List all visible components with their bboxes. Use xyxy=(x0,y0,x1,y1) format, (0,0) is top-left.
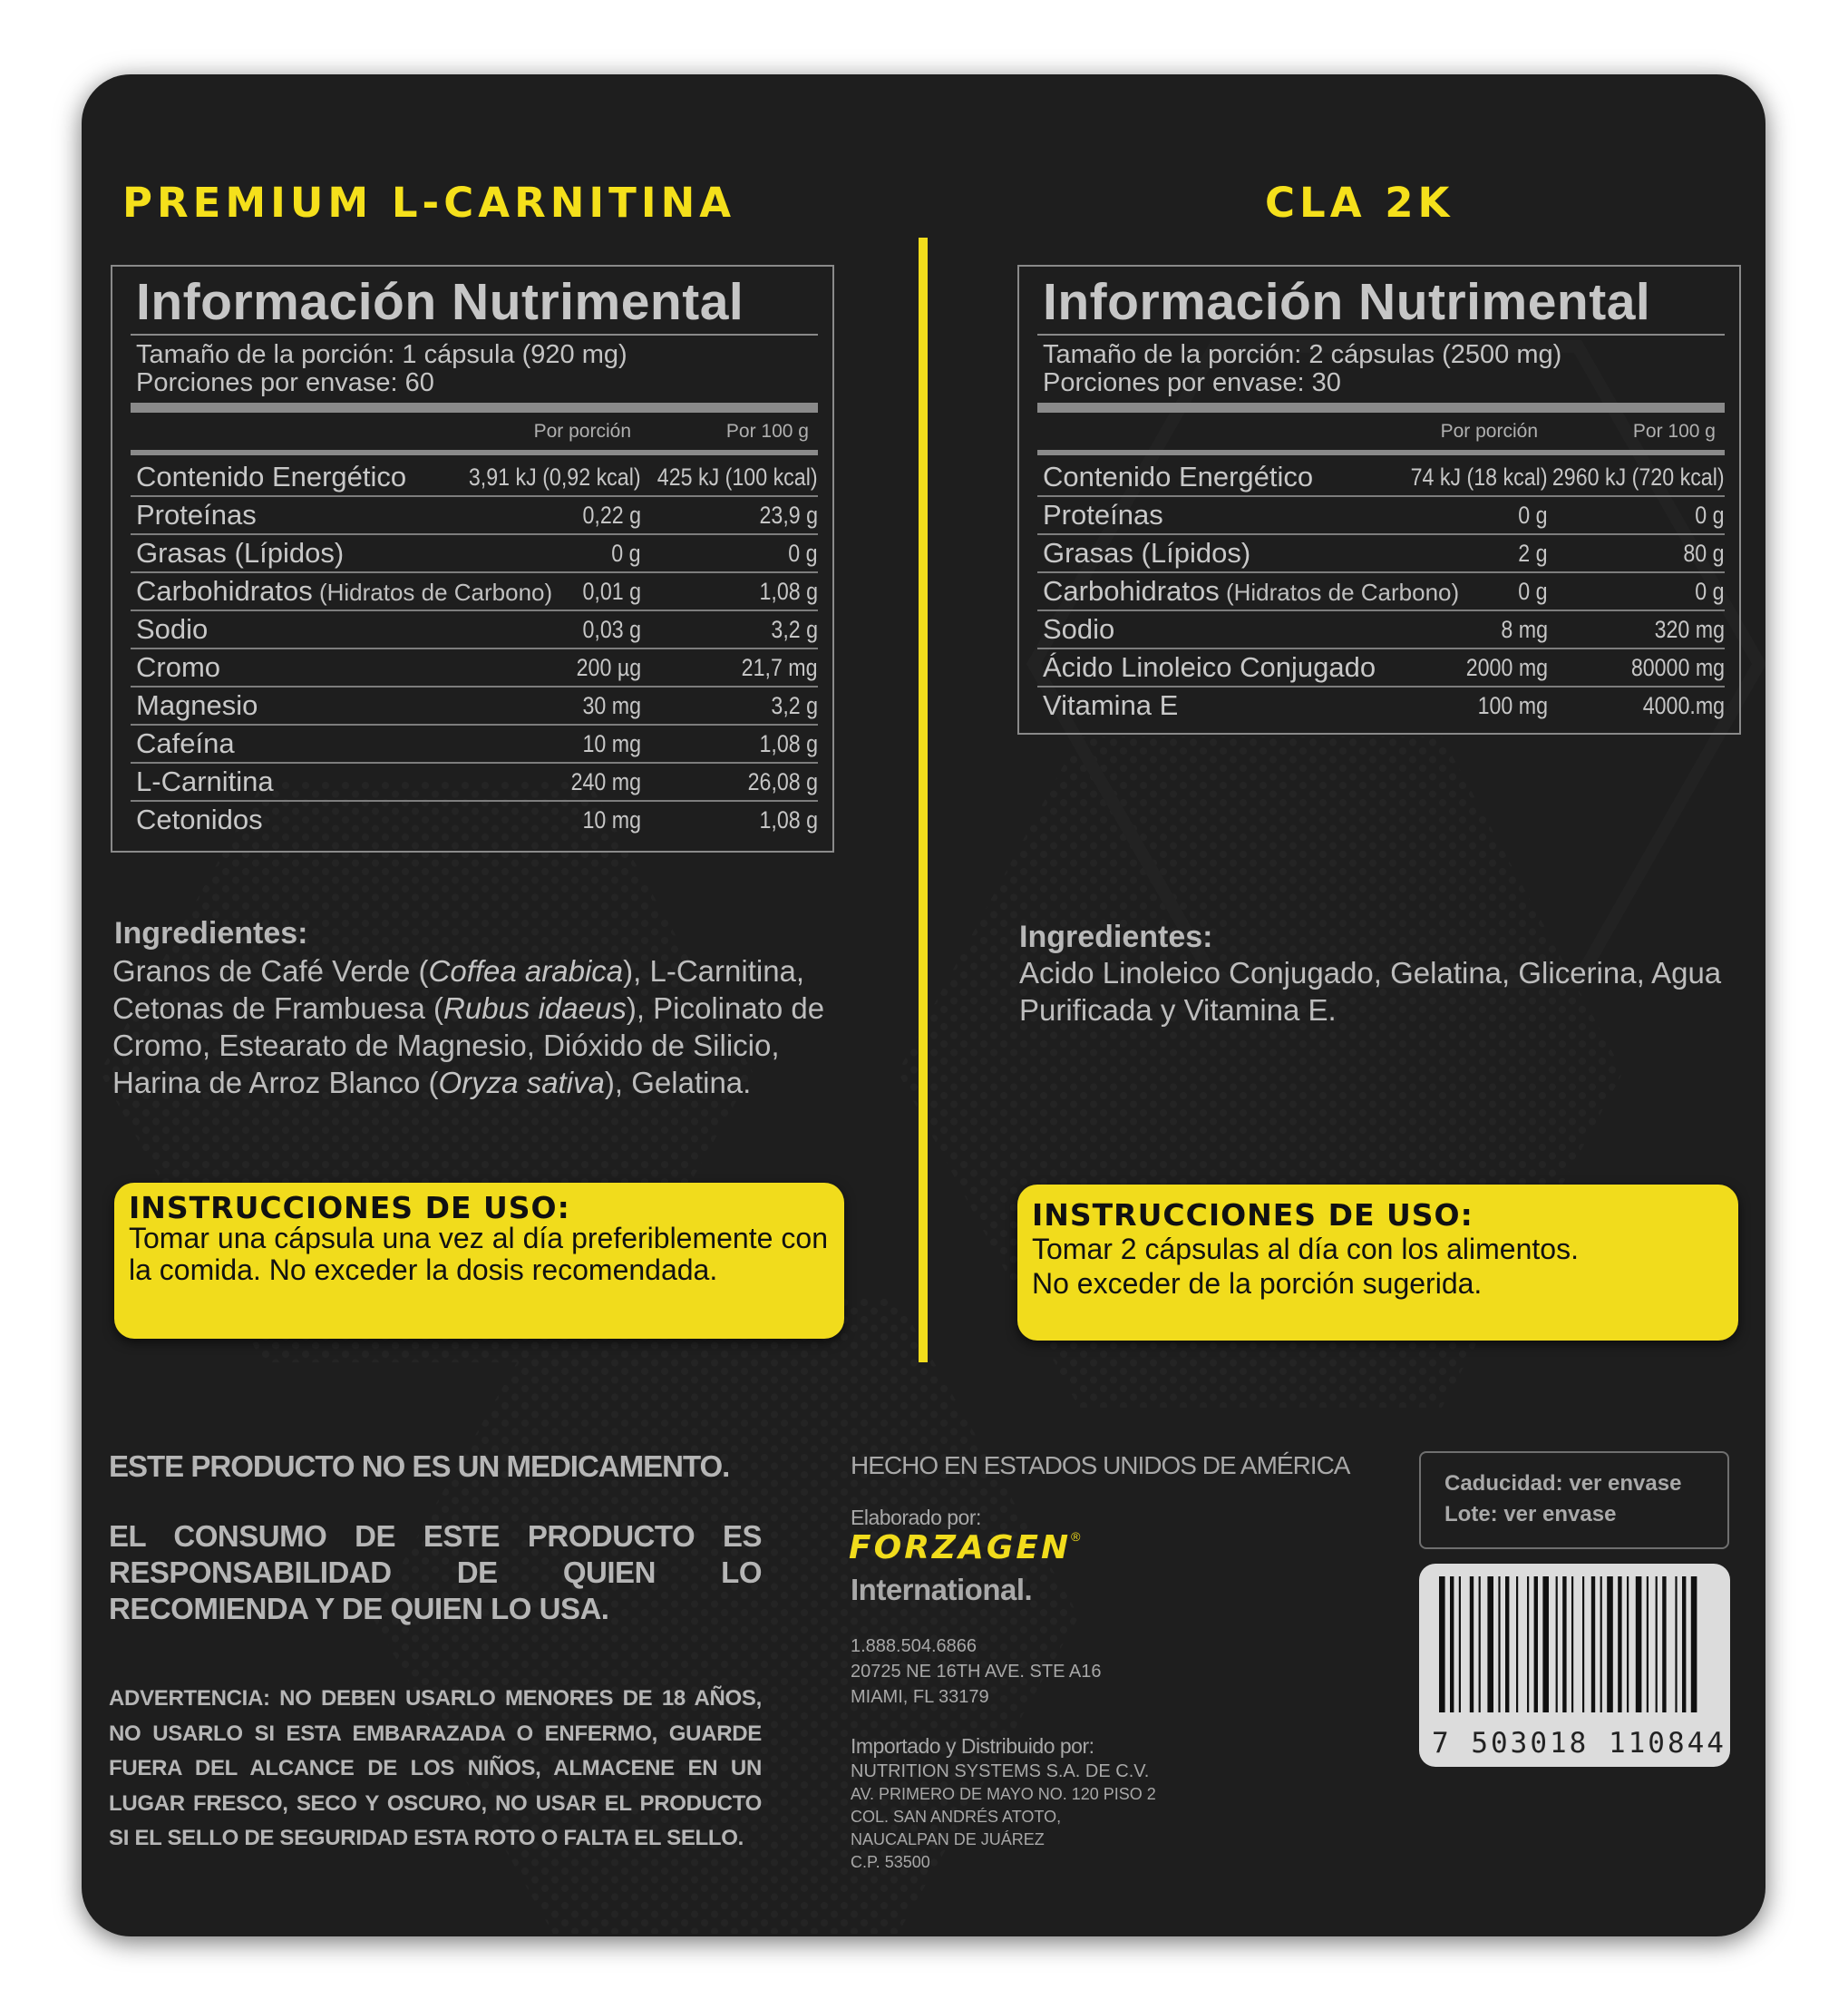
nutrient-row xyxy=(131,686,818,726)
ingredient-text: ), Picolinato de Cromo, Estearato de Magnesio, Dióxido de Silicio, Harina de Arroz Blanco ( xyxy=(112,991,825,1099)
nutrient-note: (Hidratos de Carbono) xyxy=(312,579,553,606)
barcode-bar xyxy=(1516,1576,1518,1712)
barcode-bar xyxy=(1607,1576,1613,1712)
instructions-text-1: Tomar 2 cápsulas al día con los alimentos. xyxy=(1032,1233,1579,1265)
nutrient-name: Ácido Linoleico Conjugado xyxy=(1043,651,1376,683)
barcode-bar xyxy=(1591,1576,1595,1712)
value-per-serving: 200 µg xyxy=(576,654,641,681)
value-per-serving: 2 g xyxy=(1518,540,1548,567)
nutrient-row xyxy=(131,571,818,611)
warning-text: ADVERTENCIA: NO DEBEN USARLO MENORES DE 18 AÑOS, NO USARLO SI ESTA EMBARAZADA O ENFERMO, GUARDE FUERA DEL ALCANCE DE LOS NIÑOS, ALMACENE EN UN LUGAR FRESCO, SECO Y OSCURO, NO USAR EL PRODUCTO SI EL SELLO DE SEGURIDAD ESTA ROTO O FALTA EL SELLO. xyxy=(109,1686,762,1850)
nutrient-row xyxy=(1037,686,1725,724)
value-per-serving: 30 mg xyxy=(582,692,641,719)
instructions-title: INSTRUCCIONES DE USO: xyxy=(1032,1197,1474,1233)
nutrient-name: Grasas (Lípidos) xyxy=(1043,537,1251,569)
left-instructions-box xyxy=(114,1183,844,1339)
right-ingredients-text xyxy=(1019,954,1745,1029)
rule xyxy=(1037,450,1725,455)
value-per-serving: 0 g xyxy=(611,540,641,567)
nutrient-row xyxy=(1037,533,1725,573)
barcode-bar xyxy=(1582,1576,1584,1712)
nutrient-name: Contenido Energético xyxy=(1043,461,1314,492)
left-ingredients-title: Ingredientes: xyxy=(114,916,308,951)
barcode-bar xyxy=(1498,1576,1500,1712)
barcode-bar xyxy=(1691,1576,1697,1712)
barcode-bar xyxy=(1675,1576,1677,1712)
value-per-100g: 320 mg xyxy=(1654,616,1725,643)
col-per-serving: Por porción xyxy=(533,421,631,442)
value-per-100g: 0 g xyxy=(788,540,818,567)
nutrient-row xyxy=(131,610,818,649)
importer-line-2: AV. PRIMERO DE MAYO NO. 120 PISO 2 xyxy=(851,1785,1156,1803)
value-per-100g: 4000.mg xyxy=(1642,692,1725,719)
barcode-bar xyxy=(1487,1576,1493,1712)
nutrient-name: Cromo xyxy=(136,651,221,683)
barcode-bar xyxy=(1562,1576,1566,1712)
barcode xyxy=(1419,1564,1730,1767)
brand-sub: International. xyxy=(851,1573,1033,1606)
expiry-text: Caducidad: ver envase xyxy=(1444,1471,1682,1496)
scientific-name: Rubus idaeus xyxy=(443,991,627,1025)
value-per-serving: 0 g xyxy=(1518,578,1548,605)
col-per-100g: Por 100 g xyxy=(725,421,809,442)
value-per-100g: 425 kJ (100 kcal) xyxy=(657,463,818,491)
ingredient-text: Acido Linoleico Conjugado, Gelatina, Glicerina, Agua Purificada y Vitamina E. xyxy=(1019,956,1722,1027)
barcode-bar xyxy=(1479,1576,1481,1712)
left-nutrition-facts xyxy=(111,265,834,853)
importer-line-1: NUTRITION SYSTEMS S.A. DE C.V. xyxy=(851,1761,1150,1781)
brand-name: FORZAGEN xyxy=(849,1529,1072,1566)
nutrient-row xyxy=(131,724,818,764)
nutrient-name: Proteínas xyxy=(136,499,257,531)
center-divider xyxy=(919,238,928,1362)
value-per-100g: 2960 kJ (720 kcal) xyxy=(1552,463,1725,491)
rule xyxy=(131,450,818,455)
barcode-bar xyxy=(1534,1576,1538,1712)
ingredient-text: ), L-Carnitina, Cetonas de Frambuesa ( xyxy=(112,954,805,1025)
lot-text: Lote: ver envase xyxy=(1444,1502,1617,1526)
serving-size: Tamaño de la porción: 1 cápsula (920 mg) xyxy=(136,340,627,369)
value-per-100g: 80 g xyxy=(1683,540,1725,567)
barcode-bar xyxy=(1571,1576,1573,1712)
nutrient-row xyxy=(131,762,818,802)
value-per-serving: 0,22 g xyxy=(582,502,641,529)
servings-per-container: Porciones por envase: 30 xyxy=(1043,368,1341,397)
nutrient-name: Carbohidratos (Hidratos de Carbono) xyxy=(136,575,553,607)
nutrient-note: (Hidratos de Carbono) xyxy=(1219,579,1460,606)
value-per-serving: 2000 mg xyxy=(1465,654,1548,681)
value-per-100g: 21,7 mg xyxy=(742,654,818,681)
col-per-serving: Por porción xyxy=(1440,421,1538,442)
right-instructions-box xyxy=(1017,1185,1738,1341)
barcode-bar xyxy=(1459,1576,1461,1712)
nutrient-row xyxy=(131,495,818,535)
left-ingredients-text xyxy=(112,952,847,1101)
serving-size: Tamaño de la porción: 2 cápsulas (2500 mg) xyxy=(1043,340,1562,369)
value-per-100g: 0 g xyxy=(1695,502,1725,529)
right-ingredients-title: Ingredientes: xyxy=(1019,920,1213,954)
value-per-serving: 240 mg xyxy=(570,768,641,795)
nutrient-name: L-Carnitina xyxy=(136,766,274,797)
right-nutrition-facts xyxy=(1017,265,1741,735)
nutrient-name: Sodio xyxy=(136,613,209,645)
importer-line-5: C.P. 53500 xyxy=(851,1853,930,1871)
nutrient-name: Carbohidratos (Hidratos de Carbono) xyxy=(1043,575,1460,607)
nutrient-row xyxy=(131,457,818,497)
responsibility-text: EL CONSUMO DE ESTE PRODUCTO ES RESPONSABILIDAD DE QUIEN LO RECOMIENDA Y DE QUIEN LO USA. xyxy=(109,1519,762,1625)
nutrient-name: Contenido Energético xyxy=(136,461,407,492)
ingredient-text: ), Gelatina. xyxy=(604,1066,752,1099)
product-label xyxy=(82,74,1765,1936)
nutrient-row xyxy=(131,800,818,838)
value-per-serving: 8 mg xyxy=(1501,616,1548,643)
importer-line-4: NAUCALPAN DE JUÁREZ xyxy=(851,1830,1045,1848)
barcode-bar xyxy=(1647,1576,1649,1712)
rule xyxy=(131,334,818,336)
barcode-bar xyxy=(1662,1576,1666,1712)
expiry-lot-box xyxy=(1419,1451,1729,1549)
barcode-bar xyxy=(1556,1576,1558,1712)
nutrient-row xyxy=(1037,610,1725,649)
instructions-title: INSTRUCCIONES DE USO: xyxy=(129,1190,570,1225)
nutrient-row xyxy=(1037,571,1725,611)
value-per-100g: 0 g xyxy=(1695,578,1725,605)
right-product-title: CLA 2K xyxy=(1265,179,1454,227)
scientific-name: Coffea arabica xyxy=(428,954,624,988)
value-per-serving: 10 mg xyxy=(582,806,641,834)
not-medicine-text: ESTE PRODUCTO NO ES UN MEDICAMENTO. xyxy=(109,1449,730,1483)
value-per-100g: 3,2 g xyxy=(771,692,818,719)
registered-mark: ® xyxy=(1071,1529,1081,1544)
left-product-title: PREMIUM L-CARNITINA xyxy=(122,179,736,227)
instructions-text-2: No exceder de la porción sugerida. xyxy=(1032,1267,1483,1300)
barcode-bar xyxy=(1542,1576,1549,1712)
nutrient-row xyxy=(1037,457,1725,497)
barcode-number: 7 503018 110844 xyxy=(1432,1727,1726,1760)
forzagen-logo xyxy=(849,1529,1080,1566)
barcode-bar xyxy=(1682,1576,1686,1712)
barcode-bar xyxy=(1627,1576,1629,1712)
value-per-100g: 1,08 g xyxy=(759,578,818,605)
made-by-label: Elaborado por: xyxy=(851,1506,981,1529)
barcode-bar xyxy=(1527,1576,1529,1712)
barcode-bar xyxy=(1618,1576,1621,1712)
value-per-serving: 0 g xyxy=(1518,502,1548,529)
importer-label: Importado y Distribuido por: xyxy=(851,1734,1094,1758)
nutrient-name: Cafeína xyxy=(136,727,235,759)
address-line-1: 20725 NE 16TH AVE. STE A16 xyxy=(851,1662,1102,1682)
facts-title: Información Nutrimental xyxy=(136,273,744,331)
nutrient-name: Sodio xyxy=(1043,613,1115,645)
barcode-bar xyxy=(1470,1576,1474,1712)
thick-rule xyxy=(1037,403,1725,413)
scientific-name: Oryza sativa xyxy=(438,1066,605,1099)
nutrient-name: Grasas (Lípidos) xyxy=(136,537,345,569)
barcode-bar xyxy=(1600,1576,1602,1712)
thick-rule xyxy=(131,403,818,413)
value-per-100g: 1,08 g xyxy=(759,806,818,834)
ingredient-text: Granos de Café Verde ( xyxy=(112,954,429,988)
value-per-100g: 26,08 g xyxy=(747,768,818,795)
facts-title: Información Nutrimental xyxy=(1043,273,1651,331)
nutrient-name: Cetonidos xyxy=(136,804,263,835)
barcode-bars xyxy=(1435,1576,1717,1712)
barcode-bar xyxy=(1636,1576,1642,1712)
barcode-bar xyxy=(1656,1576,1658,1712)
nutrient-row xyxy=(131,648,818,688)
nutrient-row xyxy=(1037,495,1725,535)
barcode-bar xyxy=(1450,1576,1454,1712)
made-in-text: HECHO EN ESTADOS UNIDOS DE AMÉRICA xyxy=(851,1451,1350,1479)
barcode-bar xyxy=(1505,1576,1509,1712)
value-per-serving: 74 kJ (18 kcal) xyxy=(1411,463,1548,491)
value-per-100g: 23,9 g xyxy=(759,502,818,529)
nutrient-row xyxy=(1037,648,1725,688)
phone: 1.888.504.6866 xyxy=(851,1636,977,1656)
nutrient-name: Magnesio xyxy=(136,689,258,721)
value-per-serving: 0,01 g xyxy=(582,578,641,605)
servings-per-container: Porciones por envase: 60 xyxy=(136,368,434,397)
nutrient-row xyxy=(131,533,818,573)
value-per-serving: 10 mg xyxy=(582,730,641,757)
value-per-serving: 100 mg xyxy=(1477,692,1548,719)
nutrient-name: Proteínas xyxy=(1043,499,1163,531)
col-per-100g: Por 100 g xyxy=(1632,421,1716,442)
importer-line-3: COL. SAN ANDRÉS ATOTO, xyxy=(851,1808,1062,1826)
value-per-serving: 0,03 g xyxy=(582,616,641,643)
value-per-100g: 1,08 g xyxy=(759,730,818,757)
value-per-serving: 3,91 kJ (0,92 kcal) xyxy=(469,463,641,491)
value-per-100g: 3,2 g xyxy=(771,616,818,643)
address-line-2: MIAMI, FL 33179 xyxy=(851,1687,989,1707)
barcode-bar xyxy=(1439,1576,1445,1712)
value-per-100g: 80000 mg xyxy=(1630,654,1725,681)
nutrient-name: Vitamina E xyxy=(1043,689,1179,721)
instructions-text: Tomar una cápsula una vez al día preferiblemente con la comida. No exceder la dosis recomendada. xyxy=(129,1222,828,1286)
rule xyxy=(1037,334,1725,336)
